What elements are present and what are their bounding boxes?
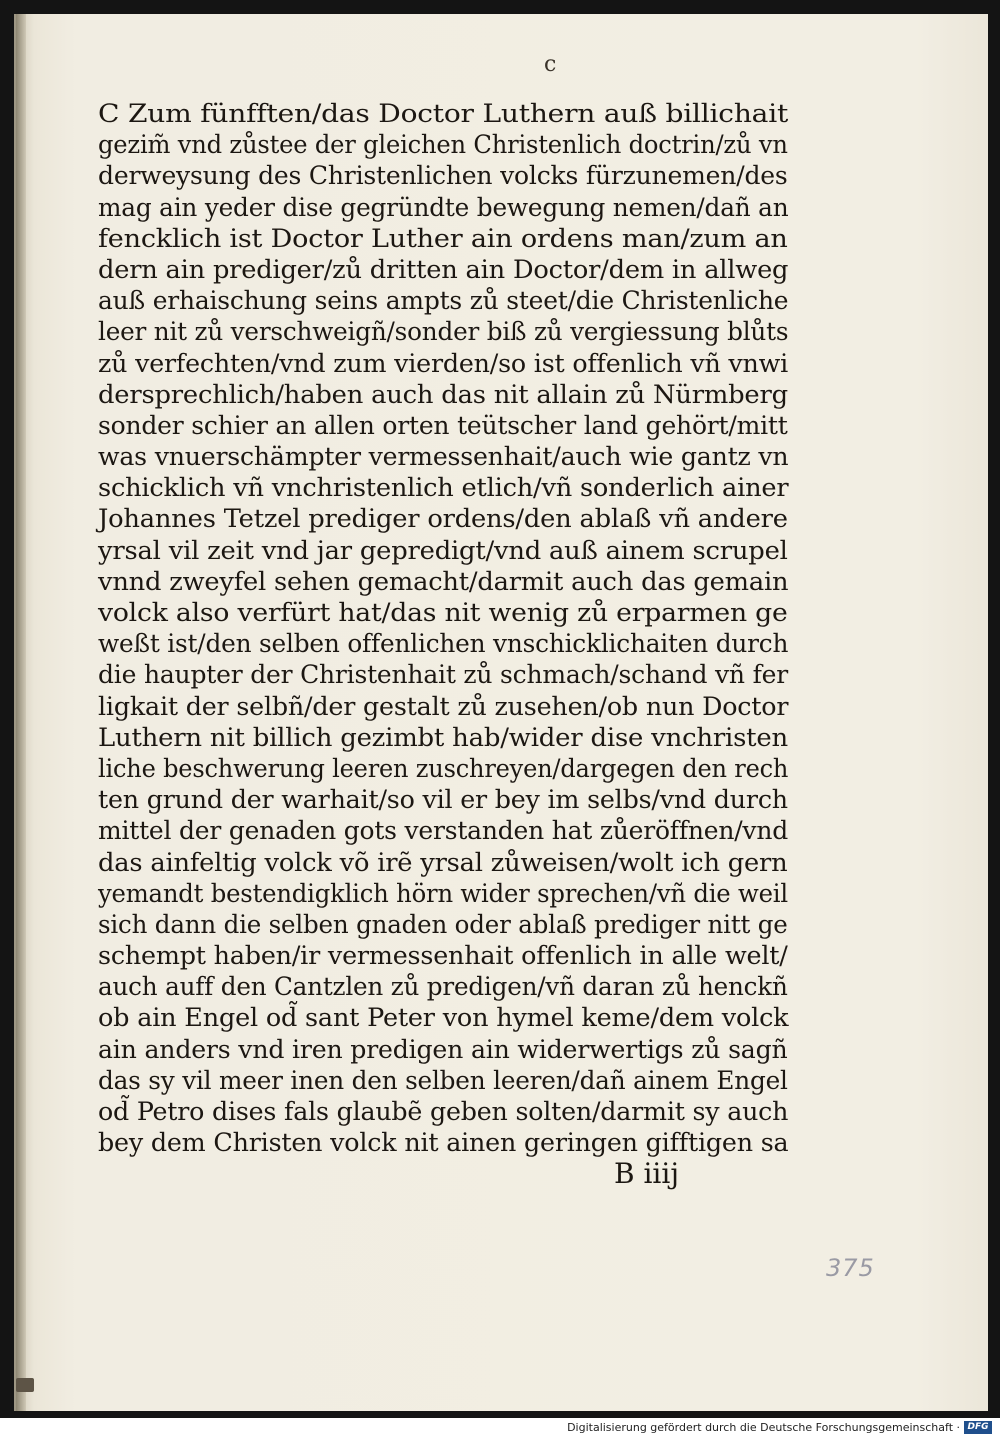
text-line: mittel der genaden gots verstanden hat zůeröffnen/vnd [98,816,788,846]
book-page [14,14,988,1411]
folio-number: 375 [826,1254,875,1282]
text-line: das sy vil meer inen den selben leeren/dañ ainem Engel [98,1065,788,1095]
text-line: C Zum fünfften/das Doctor Luthern auß billichait [98,99,789,128]
text-line: dersprechlich/haben auch das nit allain zů Nürmberg [98,379,788,409]
text-line: fencklich ist Doctor Luther ain ordens man/zum an [98,223,788,253]
text-line: ob ain Engel od̃ sant Peter von hymel keme/dem volck [98,1003,789,1033]
text-line: gezim̃ vnd zůstee der gleichen Christenlich doctrin/zů vn [98,130,788,160]
text-line: ain anders vnd iren predigen ain widerwertigs zů sagñ [98,1034,788,1064]
text-line: ten grund der warhait/so vil er bey im selbs/vnd durch [98,785,788,815]
text-line: sich dann die selben gnaden oder ablaß prediger nitt ge [98,909,788,939]
dfg-logo-icon: DFG [964,1421,992,1434]
text-line: was vnuerschämpter vermessenhait/auch wie gantz vn [98,442,789,472]
text-line: das ainfeltig volck võ irẽ yrsal zůweisen/wolt ich gern [98,847,788,877]
text-line: dern ain prediger/zů dritten ain Doctor/dem in allweg [98,254,789,284]
text-line: auß erhaischung seins ampts zů steet/die Christenliche [98,286,789,316]
text-line: sonder schier an allen orten teütscher land gehört/mitt [98,410,788,440]
text-line: yrsal vil zeit vnd jar gepredigt/vnd auß ainem scrupel [98,535,788,565]
text-line: bey dem Christen volck nit ainen geringen gifftigen sa [98,1128,789,1158]
footer-credit: Digitalisierung gefördert durch die Deutsche Forschungsgemeinschaft · [567,1421,960,1434]
text-line: auch auff den Cantzlen zů predigen/vñ daran zů henckñ [98,972,788,1002]
text-line: derweysung des Christenlichen volcks fürzunemen/des [98,161,788,191]
binding-spot [16,1378,34,1392]
text-line: ligkait der selbñ/der gestalt zů zusehen/ob nun Doctor [98,691,789,721]
text-line: schempt haben/ir vermessenhait offenlich in alle welt/ [98,941,788,971]
signature-mark: B iiij [614,1157,680,1190]
text-line: Johannes Tetzel prediger ordens/den ablaß vñ andere [98,504,788,534]
text-line: vnnd zweyfel sehen gemacht/darmit auch das gemain [98,566,789,596]
text-line: leer nit zů verschweigñ/sonder biß zů vergiessung blůts [98,317,789,347]
text-line: Luthern nit billich gezimbt hab/wider dise vnchristen [98,722,788,752]
text-line: liche beschwerung leeren zuschreyen/dargegen den rech [98,753,789,783]
footer-bar [0,1418,1000,1437]
text-line: od̃ Petro dises fals glaubẽ geben solten/darmit sy auch [98,1097,789,1126]
text-line: weßt ist/den selben offenlichen vnschicklichaiten durch [98,629,789,659]
body-text [98,98,788,1158]
text-line: zů verfechten/vnd zum vierden/so ist offenlich vñ vnwi [98,348,789,378]
text-line: schicklich vñ vnchristenlich etlich/vñ sonderlich ainer [98,473,789,503]
section-marker: c [544,52,557,77]
text-line: die haupter der Christenhait zů schmach/schand vñ fer [98,660,788,690]
text-line: mag ain yeder dise gegründte bewegung nemen/dañ an [98,192,789,222]
text-line: yemandt bestendigklich hörn wider sprechen/vñ die weil [98,878,788,908]
text-line: volck also verfürt hat/das nit wenig zů erparmen ge [98,598,788,627]
